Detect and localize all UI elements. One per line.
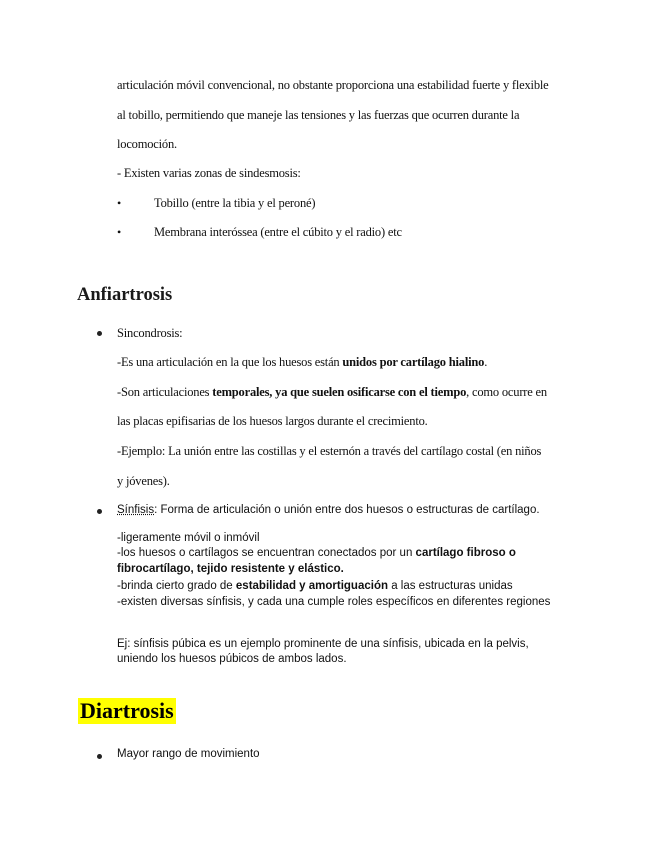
diartrosis-item-1: Mayor rango de movimiento (117, 748, 260, 760)
intro-line-3: locomoción. (117, 137, 177, 151)
section-heading-anfiartrosis: Anfiartrosis (77, 285, 173, 305)
bullet-dot-icon (97, 754, 102, 759)
sinfisis-example-line-1: Ej: sínfisis púbica es un ejemplo prominente de una sínfisis, ubicada en la pelvis, (117, 638, 529, 650)
sinfisis-line-1: -ligeramente móvil o inmóvil (117, 532, 260, 544)
sincondrosis-line-4: -Ejemplo: La unión entre las costillas y el esternón a través del cartílago costal (en niños (117, 444, 542, 458)
bullet-dot-icon (97, 509, 102, 514)
bullet-dot-icon (97, 331, 102, 336)
intro-line-1: articulación móvil convencional, no obstante proporciona una estabilidad fuerte y flexible (117, 78, 549, 92)
sinfisis-definition: Sínfisis: Forma de articulación o unión entre dos huesos o estructuras de cartílago. (117, 504, 540, 516)
bullet-icon: • (117, 196, 122, 210)
sincondrosis-line-5: y jóvenes). (117, 474, 170, 488)
sinfisis-line-3: fibrocartílago, tejido resistente y elástico. (117, 563, 344, 575)
intro-line-4: - Existen varias zonas de sindesmosis: (117, 166, 301, 180)
sincondrosis-line-3: las placas epifisarias de los huesos largos durante el crecimiento. (117, 414, 428, 428)
sincondrosis-label: Sincondrosis: (117, 326, 183, 340)
list-item-membrana: Membrana interóssea (entre el cúbito y el radio) etc (154, 225, 402, 239)
sinfisis-line-5: -existen diversas sínfisis, y cada una cumple roles específicos en diferentes regiones (117, 596, 551, 608)
section-heading-diartrosis: Diartrosis (80, 698, 174, 723)
bullet-icon: • (117, 225, 122, 239)
sinfisis-line-2: -los huesos o cartílagos se encuentran conectados por un cartílago fibroso o (117, 547, 516, 559)
sincondrosis-line-1: -Es una articulación en la que los huesos están unidos por cartílago hialino. (117, 355, 488, 369)
intro-line-2: al tobillo, permitiendo que maneje las tensiones y las fuerzas que ocurren durante la (117, 108, 520, 122)
sincondrosis-line-2: -Son articulaciones temporales, ya que suelen osificarse con el tiempo, como ocurre en (117, 385, 547, 399)
list-item-tobillo: Tobillo (entre la tibia y el peroné) (154, 196, 316, 210)
sinfisis-example-line-2: uniendo los huesos púbicos de ambos lados. (117, 653, 347, 665)
sinfisis-line-4: -brinda cierto grado de estabilidad y amortiguación a las estructuras unidas (117, 580, 513, 592)
